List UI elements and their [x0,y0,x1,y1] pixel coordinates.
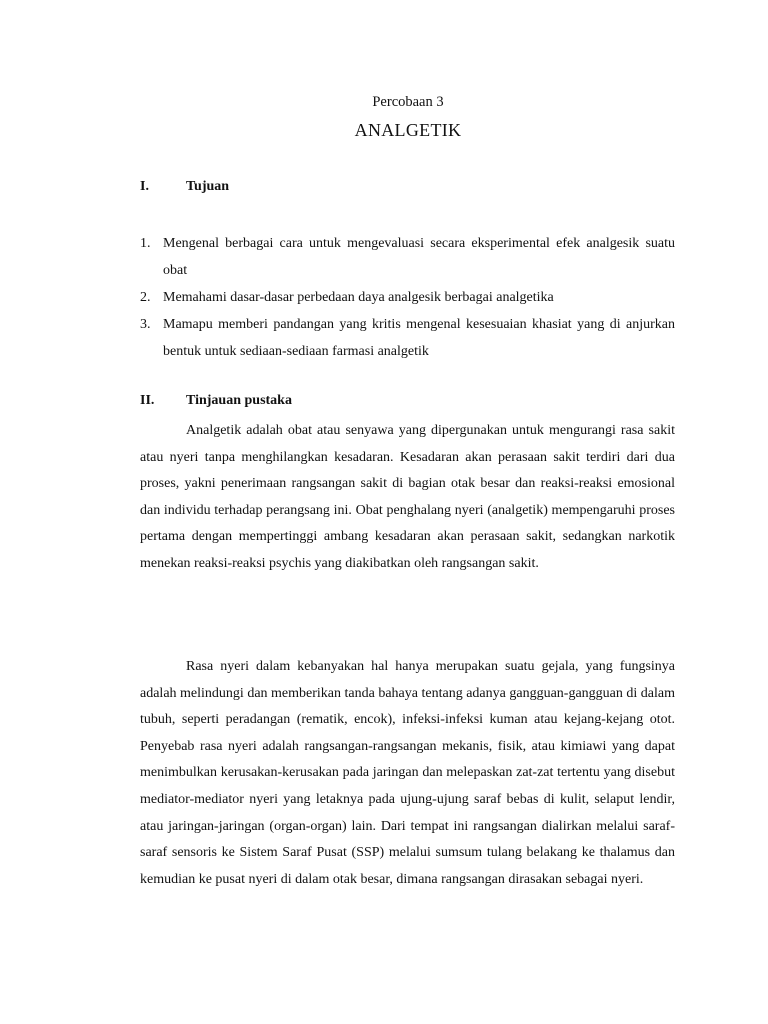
section-number: I. [140,179,149,194]
list-item-text: Mengenal berbagai cara untuk mengevaluasi secara eksperimental efek analgesik suatu obat [163,236,675,278]
body-paragraph-1: Analgetik adalah obat atau senyawa yang dipergunakan untuk mengurangi rasa sakit atau nyeri tanpa menghilangkan kesadaran. Kesadaran akan perasaan sakit terdiri dari dua proses, yakni penerimaan rangsangan sakit di bagian otak besar dan reaksi-reaksi emosional dan individu terhadap perangsang ini. Obat penghalang nyeri (analgetik) mempengaruhi proses pertama dengan mempertinggi ambang kesadaran akan perasaan sakit, sedangkan narkotik menekan reaksi-reaksi psychis yang diakibatkan oleh rangsangan sakit. [140,423,675,571]
list-item [140,311,675,365]
section-title: Tujuan [186,179,230,194]
list-item-text: Memahami dasar-dasar perbedaan daya analgesik berbagai analgetika [163,290,554,305]
list-marker: 1. [140,236,151,251]
list-marker: 2. [140,290,151,305]
list-item [140,230,675,284]
list-item [140,284,675,311]
experiment-subtitle: Percobaan 3 [372,94,444,110]
document-title: ANALGETIK [354,120,462,140]
objectives-list [140,230,675,365]
list-marker: 3. [140,317,151,332]
list-item-text: Mamapu memberi pandangan yang kritis mengenal kesesuaian khasiat yang di anjurkan bentuk untuk sediaan-sediaan farmasi analgetik [163,317,675,359]
section-title: Tinjauan pustaka [186,393,292,408]
body-paragraph-2: Rasa nyeri dalam kebanyakan hal hanya merupakan suatu gejala, yang fungsinya adalah melindungi dan memberikan tanda bahaya tentang adanya gangguan-gangguan di dalam tubuh, seperti peradangan (rematik, encok), infeksi-infeksi kuman atau kejang-kejang otot. Penyebab rasa nyeri adalah rangsangan-rangsangan mekanis, fisik, atau kimiawi yang dapat menimbulkan kerusakan-kerusakan pada jaringan dan melepaskan zat-zat tertentu yang disebut mediator-mediator nyeri yang letaknya pada ujung-ujung saraf bebas di kulit, selaput lendir, atau jaringan-jaringan (organ-organ) lain. Dari tempat ini rangsangan dialirkan melalui saraf-saraf sensoris ke Sistem Saraf Pusat (SSP) melalui sumsum tulang belakang ke thalamus dan kemudian ke pusat nyeri di dalam otak besar, dimana rangsangan dirasakan sebagai nyeri. [140,659,675,887]
section-number: II. [140,393,155,408]
